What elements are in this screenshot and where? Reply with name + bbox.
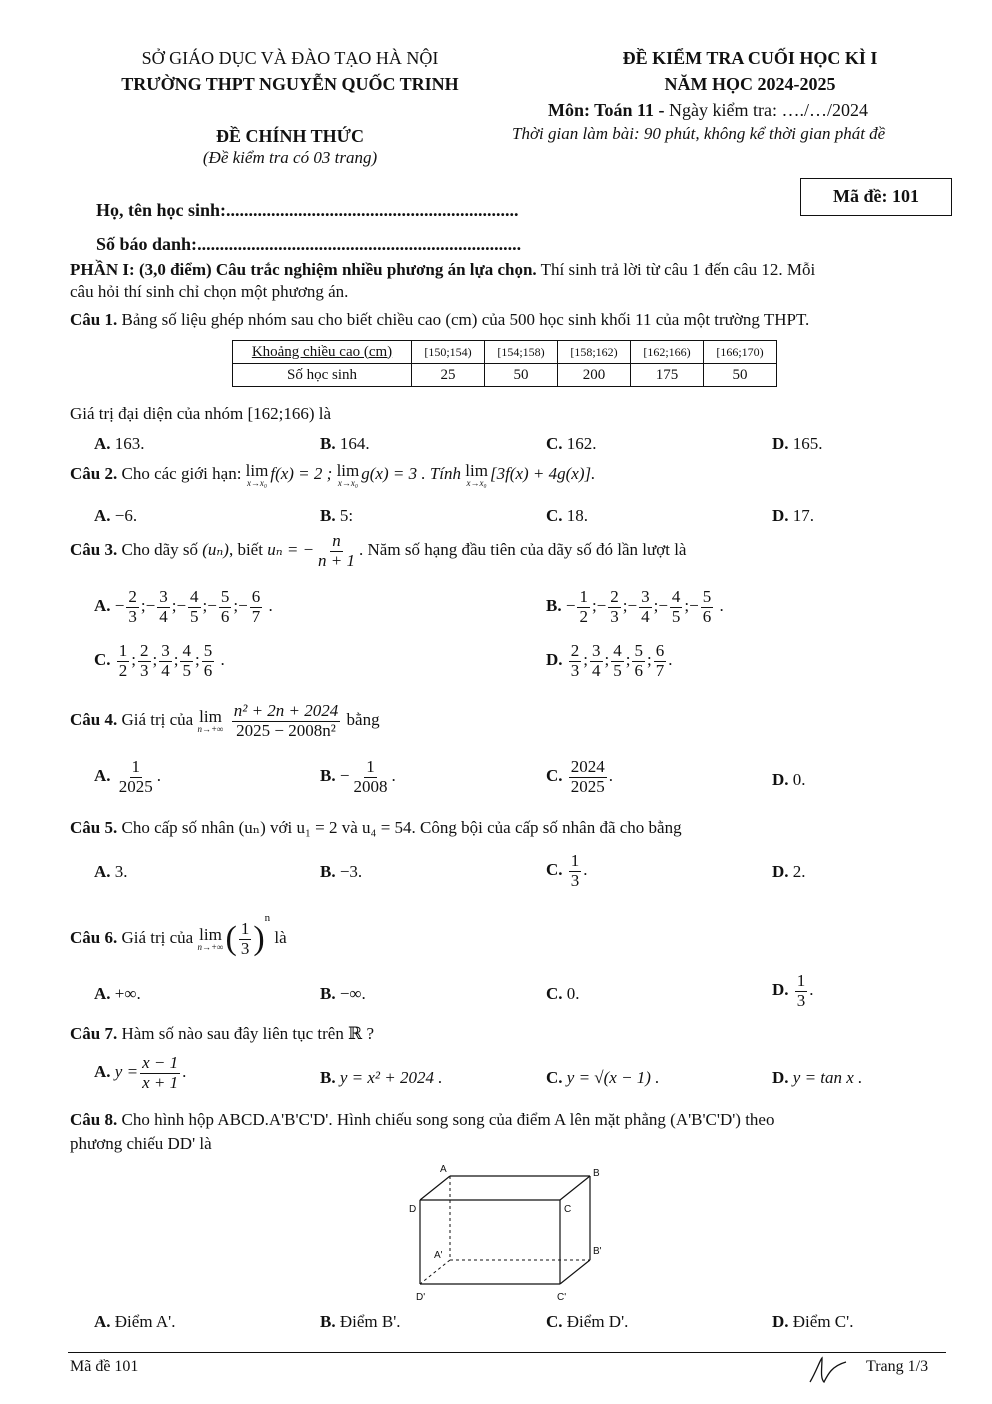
table-cell: 25	[412, 364, 485, 387]
table-header-cell: [150;154)	[412, 341, 485, 364]
edge-bc	[560, 1176, 590, 1200]
q3-label: Câu 3.	[70, 540, 118, 560]
question-4: Câu 4. Giá trị của lim n→+∞ $\frac{\text{n² + 2n + 2024}}{\text{2025 − 2008n²}}$ bằng	[70, 701, 380, 740]
signature-mark	[806, 1352, 852, 1388]
fraction: $\frac{3}{4}$	[159, 587, 168, 626]
part1-instr-1: Thí sinh trả lời từ câu 1 đến câu 12. Mỗi	[536, 260, 816, 279]
q5-option-a[interactable]: A. 3.	[94, 862, 128, 881]
question-6: Câu 6. Giá trị của lim n→+∞ ( $\frac{1}{3}$ )$^n$ là	[70, 912, 287, 958]
part1-instructions	[70, 260, 950, 302]
vertex-label-c: C	[564, 1204, 572, 1215]
student-name-label: Họ, tên học sinh:	[96, 200, 227, 220]
minus-sign: −	[596, 596, 607, 616]
box-figure	[400, 1160, 620, 1310]
fraction: $\frac{6}{7}$	[655, 641, 665, 680]
q7-text: Hàm số nào sau đây liên tục trên ℝ ?	[117, 1024, 375, 1043]
fraction: $\frac{1}{2}$	[118, 641, 128, 680]
q4-option-a[interactable]: A. $\frac{1}{2025}$ .	[94, 757, 162, 796]
q6-option-a[interactable]: A. +∞.	[94, 984, 141, 1003]
minus-sign: −	[176, 596, 187, 616]
student-name-row[interactable]	[96, 200, 519, 221]
fraction: $\frac{4}{5}$	[671, 587, 681, 626]
q8-option-d[interactable]: D. Điểm C'.	[772, 1312, 854, 1331]
question-2	[70, 462, 595, 488]
q5-text: Cho cấp số nhân (uₙ) với u₁ = 2 và u₄ = 54. Công bội của cấp số nhân đã cho bằng	[117, 818, 682, 837]
school-name: TRƯỜNG THPT NGUYỄN QUỐC TRINH	[121, 74, 459, 94]
q2-expression: [3f(x) + 4g(x)].	[489, 463, 596, 483]
fraction: $\frac{6}{7}$	[251, 587, 261, 626]
q6-limit: lim n→+∞	[197, 925, 224, 953]
fraction: $\frac{2}{3}$	[570, 641, 580, 680]
table-row	[233, 364, 777, 387]
vertex-label-a1: A'	[434, 1250, 443, 1261]
q6-label: Câu 6.	[70, 928, 118, 947]
fraction: $\frac{2}{3}$	[140, 641, 149, 680]
table-header-cell: [162;166)	[631, 341, 704, 364]
fraction: $\frac{2}{3}$	[128, 587, 137, 626]
fraction: $\frac{5}{6}$	[203, 641, 213, 680]
table-header-cell: Khoảng chiều cao (cm)	[233, 341, 412, 364]
footer-page-number: Trang 1/3	[866, 1358, 929, 1375]
part1-instr-2: câu hỏi thí sinh chỉ chọn một phương án.	[70, 282, 349, 301]
q7-option-a[interactable]: A. y = $\frac{x - 1}{x + 1}$ .	[94, 1053, 187, 1092]
q2-limit-f: lim x→x₀	[245, 461, 269, 488]
minus-sign: −	[627, 596, 638, 616]
fraction: $\frac{3}{4}$	[161, 641, 170, 680]
vertex-label-a: A	[440, 1164, 447, 1175]
q6-option-c[interactable]: C. 0.	[546, 984, 580, 1003]
q5-label: Câu 5.	[70, 818, 118, 837]
table-header-cell: [166;170)	[704, 341, 777, 364]
question-5	[70, 818, 682, 838]
vertex-label-b: B	[593, 1168, 600, 1179]
q8-option-a[interactable]: A. Điểm A'.	[94, 1312, 176, 1331]
edge-c1b1	[560, 1260, 590, 1284]
q1-option-b[interactable]: B. 164.	[320, 434, 370, 453]
question-7	[70, 1024, 374, 1044]
minus-sign: −	[207, 596, 217, 616]
q2-option-d[interactable]: D. 17.	[772, 506, 815, 525]
fraction: $\frac{3}{4}$	[592, 641, 601, 680]
fraction: $\frac{5}{6}$	[702, 587, 712, 626]
fraction: $\frac{4}{5}$	[182, 641, 191, 680]
q8-option-c[interactable]: C. Điểm D'.	[546, 1312, 629, 1331]
q1-label: Câu 1.	[70, 310, 118, 329]
q1-option-a[interactable]: A. 163.	[94, 434, 145, 453]
q2-f-limit: f(x) = 2 ;	[270, 463, 337, 483]
student-id-row[interactable]	[96, 234, 521, 255]
q2-limit-expr: lim x→x₀	[465, 461, 488, 488]
q3-formula-fraction: $\frac{n}{n + 1}$	[318, 531, 356, 570]
q2-option-b[interactable]: B. 5:	[320, 506, 354, 525]
table-cell: Số học sinh	[233, 364, 412, 387]
q4-option-b[interactable]: B. − $\frac{1}{2008}$ .	[320, 757, 396, 796]
q5-option-c[interactable]: C. $\frac{1}{3}$ .	[546, 851, 588, 890]
pages-note: (Đề kiểm tra có 03 trang)	[202, 148, 378, 167]
part1-title: PHẦN I: (3,0 điểm) Câu trắc nghiệm nhiều phương án lựa chọn.	[70, 260, 537, 279]
q1-table-wrap	[232, 340, 777, 387]
q6-option-d[interactable]: D. $\frac{1}{3}$ .	[772, 971, 814, 1010]
vertex-label-d1: D'	[416, 1292, 426, 1303]
fraction: $\frac{1}{2}$	[579, 587, 588, 626]
q8-option-b[interactable]: B. Điểm B'.	[320, 1312, 401, 1331]
q5-option-b[interactable]: B. −3.	[320, 862, 363, 881]
fraction: $\frac{4}{5}$	[613, 641, 622, 680]
vertex-label-c1: C'	[557, 1292, 567, 1303]
minus-sign: −	[238, 596, 248, 616]
subject-label: Môn: Toán 11 -	[548, 100, 665, 120]
table-cell: 50	[485, 364, 558, 387]
official-label: ĐỀ CHÍNH THỨC	[215, 126, 365, 146]
q2-pre: Cho các giới hạn:	[117, 463, 246, 483]
exam-date: Ngày kiểm tra: …./…/2024	[669, 100, 869, 120]
fraction: $\frac{2}{3}$	[610, 587, 619, 626]
q3-option-c[interactable]: C. $\frac{1}{2}$ ; $\frac{2}{3}$ ; $\frac{3}{4}$ ; $\frac{4}{5}$ ; $\frac{5}{6}$ .	[94, 641, 225, 680]
exam-code: Mã đề: 101	[833, 186, 919, 206]
q3-option-a[interactable]: A. − $\frac{2}{3}$ ;− $\frac{3}{4}$ ;− $\frac{4}{5}$ ;− $\frac{5}{6}$ ;− $\frac{6}{7}$ .	[94, 587, 273, 626]
subject-line	[548, 100, 948, 121]
q8-text-1: Cho hình hộp ABCD.A'B'C'D'. Hình chiếu song song của điểm A lên mặt phẳng (A'B'C'D') theo	[117, 1110, 775, 1129]
table-cell: 175	[631, 364, 704, 387]
q2-option-a[interactable]: A. −6.	[94, 506, 138, 525]
edge-ad	[420, 1176, 450, 1200]
q1-question: Giá trị đại diện của nhóm [162;166) là	[70, 404, 332, 423]
q4-option-c[interactable]: C. $\frac{2024}{2025}$ .	[546, 757, 614, 796]
q4-limit: lim n→+∞	[197, 707, 224, 735]
q7-option-c[interactable]: C. y = √(x − 1) .	[546, 1068, 660, 1087]
q1-option-d[interactable]: D. 165.	[772, 434, 823, 453]
footer-exam-code: Mã đề 101	[70, 1358, 139, 1375]
fraction: $\frac{4}{5}$	[190, 587, 199, 626]
q1-text: Bảng số liệu ghép nhóm sau cho biết chiều cao (cm) của 500 học sinh khối 11 của một trường THPT.	[117, 310, 810, 329]
q7-label: Câu 7.	[70, 1024, 118, 1043]
table-header-row	[233, 341, 777, 364]
question-8	[70, 1110, 950, 1154]
table-header-cell: [154;158)	[485, 341, 558, 364]
q7-option-d[interactable]: D. y = tan x .	[772, 1068, 863, 1087]
exam-title: ĐỀ KIỂM TRA CUỐI HỌC KÌ I	[622, 48, 878, 68]
vertex-label-d: D	[409, 1204, 417, 1215]
q8-label: Câu 8.	[70, 1110, 118, 1129]
table-header-cell: [158;162)	[558, 341, 631, 364]
q3-option-d[interactable]: D. $\frac{2}{3}$ ; $\frac{3}{4}$ ; $\frac{4}{5}$ ; $\frac{5}{6}$ ; $\frac{6}{7}$ .	[546, 641, 673, 680]
time-limit: Thời gian làm bài: 90 phút, không kể thời gian phát đề	[512, 124, 886, 143]
minus-sign: −	[565, 596, 576, 616]
q2-label: Câu 2.	[70, 463, 118, 483]
q4-fraction: $\frac{\text{n² + 2n + 2024}}{\text{2025 − 2008n²}}$	[233, 701, 339, 740]
q2-g-limit: g(x) = 3 . Tính	[361, 463, 466, 483]
table-cell: 200	[558, 364, 631, 387]
fraction: $\frac{5}{6}$	[634, 641, 643, 680]
table-cell: 50	[704, 364, 777, 387]
q5-option-d[interactable]: D. 2.	[772, 862, 806, 881]
q1-option-c[interactable]: C. 162.	[546, 434, 597, 453]
q3-option-b[interactable]: B. − $\frac{1}{2}$ ;− $\frac{2}{3}$ ;− $\frac{3}{4}$ ;− $\frac{4}{5}$ ;− $\frac{5}{6}$ .	[546, 587, 724, 626]
student-id-dots[interactable]: ........................................................................	[197, 234, 522, 254]
minus-sign: −	[658, 596, 668, 616]
department-name: SỞ GIÁO DỤC VÀ ĐÀO TẠO HÀ NỘI	[141, 48, 439, 68]
school-year: NĂM HỌC 2024-2025	[664, 74, 836, 94]
minus-sign: −	[145, 596, 156, 616]
q4-label: Câu 4.	[70, 710, 118, 730]
q4-option-d[interactable]: D. 0.	[772, 770, 806, 789]
student-name-dots[interactable]: .................................................................	[226, 200, 519, 220]
q7-option-b[interactable]: B. y = x² + 2024 .	[320, 1068, 443, 1087]
fraction: $\frac{3}{4}$	[641, 587, 650, 626]
student-id-label: Số báo danh:	[96, 234, 198, 254]
question-3: Câu 3. Cho dãy số (uₙ), biết uₙ = − $\frac{n}{n + 1}$ . Năm số hạng đầu tiên của dãy số đó lần lượt là	[70, 531, 687, 570]
question-1	[70, 310, 809, 330]
vertex-label-b1: B'	[593, 1246, 602, 1257]
q1-data-table	[232, 340, 777, 387]
q2-limit-g: lim x→x₀	[336, 461, 360, 488]
q2-option-c[interactable]: C. 18.	[546, 506, 589, 525]
fraction: $\frac{5}{6}$	[220, 587, 230, 626]
q6-option-b[interactable]: B. −∞.	[320, 984, 366, 1003]
q8-text-2: phương chiếu DD' là	[70, 1134, 212, 1153]
edge-a1d1-hidden	[420, 1260, 450, 1284]
exam-code-box	[800, 178, 952, 216]
minus-sign: −	[114, 596, 125, 616]
minus-sign: −	[689, 596, 699, 616]
